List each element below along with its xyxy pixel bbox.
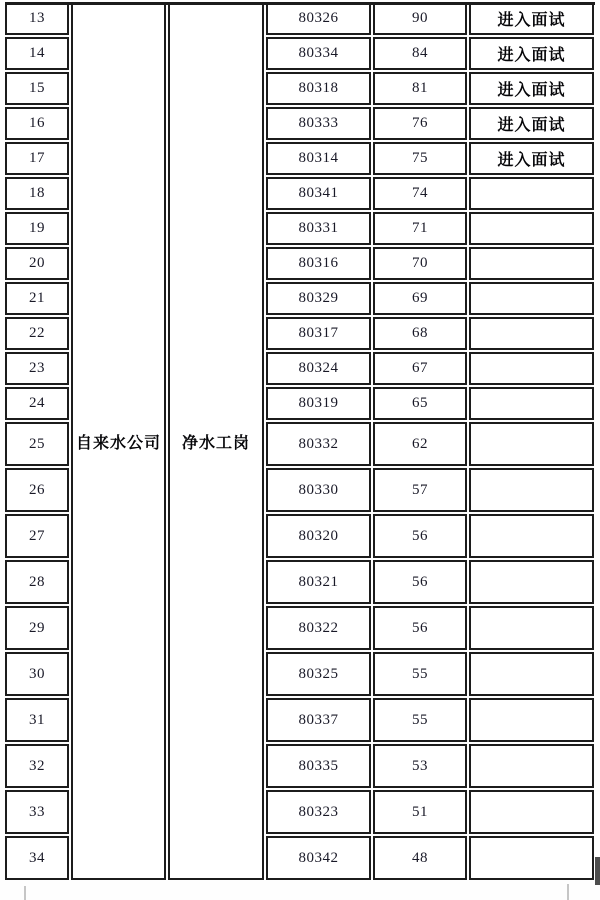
code-cell: 80321	[266, 560, 371, 604]
score-cell: 68	[373, 317, 467, 350]
rank-cell: 32	[5, 744, 69, 788]
rank-cell: 19	[5, 212, 69, 245]
code-cell: 80323	[266, 790, 371, 834]
score-cell: 55	[373, 698, 467, 742]
score-cell: 75	[373, 142, 467, 175]
code-cell: 80331	[266, 212, 371, 245]
rank-cell: 23	[5, 352, 69, 385]
scan-artifact-tick-left	[24, 886, 26, 900]
rank-cell: 25	[5, 422, 69, 466]
code-cell: 80322	[266, 606, 371, 650]
rank-cell: 14	[5, 37, 69, 70]
status-cell: 进入面试	[469, 37, 594, 70]
rank-cell: 27	[5, 514, 69, 558]
rank-cell: 22	[5, 317, 69, 350]
status-cell: 进入面试	[469, 2, 594, 35]
status-cell: 进入面试	[469, 107, 594, 140]
code-cell: 80316	[266, 247, 371, 280]
status-cell	[469, 317, 594, 350]
code-cell: 80330	[266, 468, 371, 512]
rank-cell: 16	[5, 107, 69, 140]
code-cell: 80337	[266, 698, 371, 742]
code-cell: 80317	[266, 317, 371, 350]
score-cell: 57	[373, 468, 467, 512]
rank-cell: 31	[5, 698, 69, 742]
score-cell: 56	[373, 606, 467, 650]
score-cell: 56	[373, 560, 467, 604]
status-cell	[469, 177, 594, 210]
rank-cell: 21	[5, 282, 69, 315]
score-cell: 76	[373, 107, 467, 140]
code-cell: 80333	[266, 107, 371, 140]
score-cell: 67	[373, 352, 467, 385]
rank-cell: 15	[5, 72, 69, 105]
status-cell	[469, 606, 594, 650]
status-cell	[469, 560, 594, 604]
position-cell: 净水工岗	[168, 2, 264, 880]
code-cell: 80320	[266, 514, 371, 558]
score-cell: 90	[373, 2, 467, 35]
score-cell: 81	[373, 72, 467, 105]
scan-artifact-tick-right	[567, 884, 569, 900]
rank-cell: 17	[5, 142, 69, 175]
score-cell: 48	[373, 836, 467, 880]
rank-cell: 30	[5, 652, 69, 696]
score-cell: 84	[373, 37, 467, 70]
code-cell: 80342	[266, 836, 371, 880]
score-table	[3, 0, 596, 882]
status-cell	[469, 247, 594, 280]
rank-cell: 13	[5, 2, 69, 35]
status-cell: 进入面试	[469, 72, 594, 105]
status-cell: 进入面试	[469, 142, 594, 175]
rank-cell: 20	[5, 247, 69, 280]
rank-cell: 33	[5, 790, 69, 834]
status-cell	[469, 352, 594, 385]
rank-cell: 28	[5, 560, 69, 604]
score-cell: 56	[373, 514, 467, 558]
score-cell: 70	[373, 247, 467, 280]
status-cell	[469, 514, 594, 558]
status-cell	[469, 652, 594, 696]
score-cell: 62	[373, 422, 467, 466]
status-cell	[469, 744, 594, 788]
score-cell: 69	[373, 282, 467, 315]
code-cell: 80326	[266, 2, 371, 35]
rank-cell: 29	[5, 606, 69, 650]
score-cell: 74	[373, 177, 467, 210]
table-top-border-line	[5, 2, 595, 5]
code-cell: 80324	[266, 352, 371, 385]
status-cell	[469, 212, 594, 245]
status-cell	[469, 836, 594, 880]
table-row	[5, 2, 594, 35]
code-cell: 80319	[266, 387, 371, 420]
status-cell	[469, 282, 594, 315]
score-cell: 55	[373, 652, 467, 696]
code-cell: 80329	[266, 282, 371, 315]
rank-cell: 26	[5, 468, 69, 512]
code-cell: 80332	[266, 422, 371, 466]
code-cell: 80341	[266, 177, 371, 210]
code-cell: 80334	[266, 37, 371, 70]
code-cell: 80314	[266, 142, 371, 175]
score-cell: 65	[373, 387, 467, 420]
score-table-body	[5, 2, 594, 880]
score-cell: 71	[373, 212, 467, 245]
score-cell: 51	[373, 790, 467, 834]
score-cell: 53	[373, 744, 467, 788]
status-cell	[469, 790, 594, 834]
status-cell	[469, 422, 594, 466]
status-cell	[469, 387, 594, 420]
code-cell: 80318	[266, 72, 371, 105]
code-cell: 80335	[266, 744, 371, 788]
company-cell: 自来水公司	[71, 2, 166, 880]
rank-cell: 34	[5, 836, 69, 880]
scan-artifact-right-bar	[595, 857, 600, 885]
rank-cell: 24	[5, 387, 69, 420]
code-cell: 80325	[266, 652, 371, 696]
status-cell	[469, 698, 594, 742]
status-cell	[469, 468, 594, 512]
rank-cell: 18	[5, 177, 69, 210]
